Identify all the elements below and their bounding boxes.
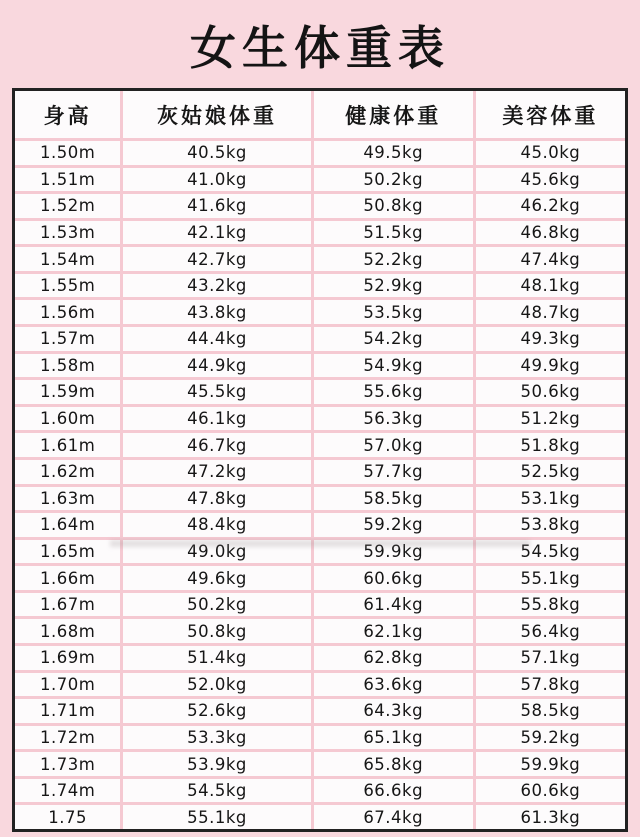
cell-height: 1.68m: [15, 619, 120, 643]
cell-beauty-weight: 56.4kg: [476, 619, 625, 643]
cell-cinderella-weight: 52.0kg: [123, 673, 310, 697]
cell-healthy-weight: 56.3kg: [314, 407, 473, 431]
cell-cinderella-weight: 49.6kg: [123, 566, 310, 590]
cell-cinderella-weight: 53.9kg: [123, 752, 310, 776]
cell-beauty-weight: 59.2kg: [476, 726, 625, 750]
cell-beauty-weight: 47.4kg: [476, 247, 625, 271]
cell-healthy-weight: 55.6kg: [314, 380, 473, 404]
column-header-height: 身高: [15, 91, 120, 138]
cell-healthy-weight: 61.4kg: [314, 593, 473, 617]
cell-healthy-weight: 57.0kg: [314, 433, 473, 457]
cell-cinderella-weight: 49.0kg: [123, 540, 310, 564]
cell-height: 1.56m: [15, 300, 120, 324]
cell-height: 1.52m: [15, 194, 120, 218]
column-header-cinderella-weight: 灰姑娘体重: [123, 91, 310, 138]
cell-healthy-weight: 63.6kg: [314, 673, 473, 697]
cell-cinderella-weight: 47.8kg: [123, 487, 310, 511]
cell-beauty-weight: 48.1kg: [476, 274, 625, 298]
cell-height: 1.66m: [15, 566, 120, 590]
cell-healthy-weight: 50.2kg: [314, 168, 473, 192]
cell-cinderella-weight: 46.7kg: [123, 433, 310, 457]
cell-cinderella-weight: 47.2kg: [123, 460, 310, 484]
cell-healthy-weight: 62.1kg: [314, 619, 473, 643]
cell-height: 1.74m: [15, 779, 120, 803]
cell-height: 1.59m: [15, 380, 120, 404]
cell-height: 1.61m: [15, 433, 120, 457]
cell-beauty-weight: 49.3kg: [476, 327, 625, 351]
cell-healthy-weight: 53.5kg: [314, 300, 473, 324]
cell-healthy-weight: 67.4kg: [314, 805, 473, 829]
cell-cinderella-weight: 43.8kg: [123, 300, 310, 324]
cell-beauty-weight: 58.5kg: [476, 699, 625, 723]
cell-healthy-weight: 65.1kg: [314, 726, 473, 750]
cell-beauty-weight: 45.6kg: [476, 168, 625, 192]
cell-cinderella-weight: 52.6kg: [123, 699, 310, 723]
cell-beauty-weight: 61.3kg: [476, 805, 625, 829]
cell-healthy-weight: 50.8kg: [314, 194, 473, 218]
cell-healthy-weight: 60.6kg: [314, 566, 473, 590]
cell-cinderella-weight: 51.4kg: [123, 646, 310, 670]
cell-beauty-weight: 60.6kg: [476, 779, 625, 803]
cell-healthy-weight: 64.3kg: [314, 699, 473, 723]
cell-healthy-weight: 57.7kg: [314, 460, 473, 484]
cell-beauty-weight: 57.8kg: [476, 673, 625, 697]
page-title: 女生体重表: [190, 21, 450, 75]
cell-healthy-weight: 52.9kg: [314, 274, 473, 298]
cell-height: 1.58m: [15, 354, 120, 378]
column-header-healthy-weight: 健康体重: [314, 91, 473, 138]
cell-height: 1.71m: [15, 699, 120, 723]
cell-beauty-weight: 52.5kg: [476, 460, 625, 484]
cell-healthy-weight: 49.5kg: [314, 141, 473, 165]
cell-height: 1.64m: [15, 513, 120, 537]
cell-cinderella-weight: 50.2kg: [123, 593, 310, 617]
cell-cinderella-weight: 46.1kg: [123, 407, 310, 431]
cell-height: 1.75: [15, 805, 120, 829]
cell-beauty-weight: 46.2kg: [476, 194, 625, 218]
cell-height: 1.57m: [15, 327, 120, 351]
column-header-beauty-weight: 美容体重: [476, 91, 625, 138]
cell-cinderella-weight: 42.1kg: [123, 221, 310, 245]
cell-cinderella-weight: 53.3kg: [123, 726, 310, 750]
cell-beauty-weight: 51.8kg: [476, 433, 625, 457]
cell-healthy-weight: 58.5kg: [314, 487, 473, 511]
cell-healthy-weight: 65.8kg: [314, 752, 473, 776]
cell-healthy-weight: 54.2kg: [314, 327, 473, 351]
cell-height: 1.60m: [15, 407, 120, 431]
cell-height: 1.63m: [15, 487, 120, 511]
cell-healthy-weight: 52.2kg: [314, 247, 473, 271]
cell-healthy-weight: 62.8kg: [314, 646, 473, 670]
cell-cinderella-weight: 44.9kg: [123, 354, 310, 378]
cell-beauty-weight: 53.1kg: [476, 487, 625, 511]
cell-height: 1.73m: [15, 752, 120, 776]
cell-height: 1.50m: [15, 141, 120, 165]
cell-cinderella-weight: 42.7kg: [123, 247, 310, 271]
cell-cinderella-weight: 44.4kg: [123, 327, 310, 351]
cell-height: 1.62m: [15, 460, 120, 484]
cell-cinderella-weight: 54.5kg: [123, 779, 310, 803]
cell-healthy-weight: 51.5kg: [314, 221, 473, 245]
cell-height: 1.55m: [15, 274, 120, 298]
cell-cinderella-weight: 43.2kg: [123, 274, 310, 298]
cell-cinderella-weight: 40.5kg: [123, 141, 310, 165]
cell-cinderella-weight: 41.0kg: [123, 168, 310, 192]
cell-height: 1.51m: [15, 168, 120, 192]
weight-table: [12, 88, 628, 832]
cell-beauty-weight: 50.6kg: [476, 380, 625, 404]
cell-healthy-weight: 59.9kg: [314, 540, 473, 564]
cell-height: 1.53m: [15, 221, 120, 245]
cell-beauty-weight: 55.1kg: [476, 566, 625, 590]
cell-cinderella-weight: 50.8kg: [123, 619, 310, 643]
cell-height: 1.65m: [15, 540, 120, 564]
cell-healthy-weight: 54.9kg: [314, 354, 473, 378]
cell-height: 1.67m: [15, 593, 120, 617]
cell-healthy-weight: 59.2kg: [314, 513, 473, 537]
cell-cinderella-weight: 55.1kg: [123, 805, 310, 829]
cell-beauty-weight: 49.9kg: [476, 354, 625, 378]
cell-height: 1.54m: [15, 247, 120, 271]
cell-beauty-weight: 53.8kg: [476, 513, 625, 537]
cell-beauty-weight: 46.8kg: [476, 221, 625, 245]
cell-beauty-weight: 55.8kg: [476, 593, 625, 617]
cell-cinderella-weight: 41.6kg: [123, 194, 310, 218]
cell-height: 1.72m: [15, 726, 120, 750]
cell-beauty-weight: 51.2kg: [476, 407, 625, 431]
cell-height: 1.69m: [15, 646, 120, 670]
cell-cinderella-weight: 45.5kg: [123, 380, 310, 404]
cell-beauty-weight: 59.9kg: [476, 752, 625, 776]
cell-beauty-weight: 54.5kg: [476, 540, 625, 564]
cell-height: 1.70m: [15, 673, 120, 697]
cell-beauty-weight: 45.0kg: [476, 141, 625, 165]
cell-healthy-weight: 66.6kg: [314, 779, 473, 803]
cell-cinderella-weight: 48.4kg: [123, 513, 310, 537]
cell-beauty-weight: 48.7kg: [476, 300, 625, 324]
cell-beauty-weight: 57.1kg: [476, 646, 625, 670]
